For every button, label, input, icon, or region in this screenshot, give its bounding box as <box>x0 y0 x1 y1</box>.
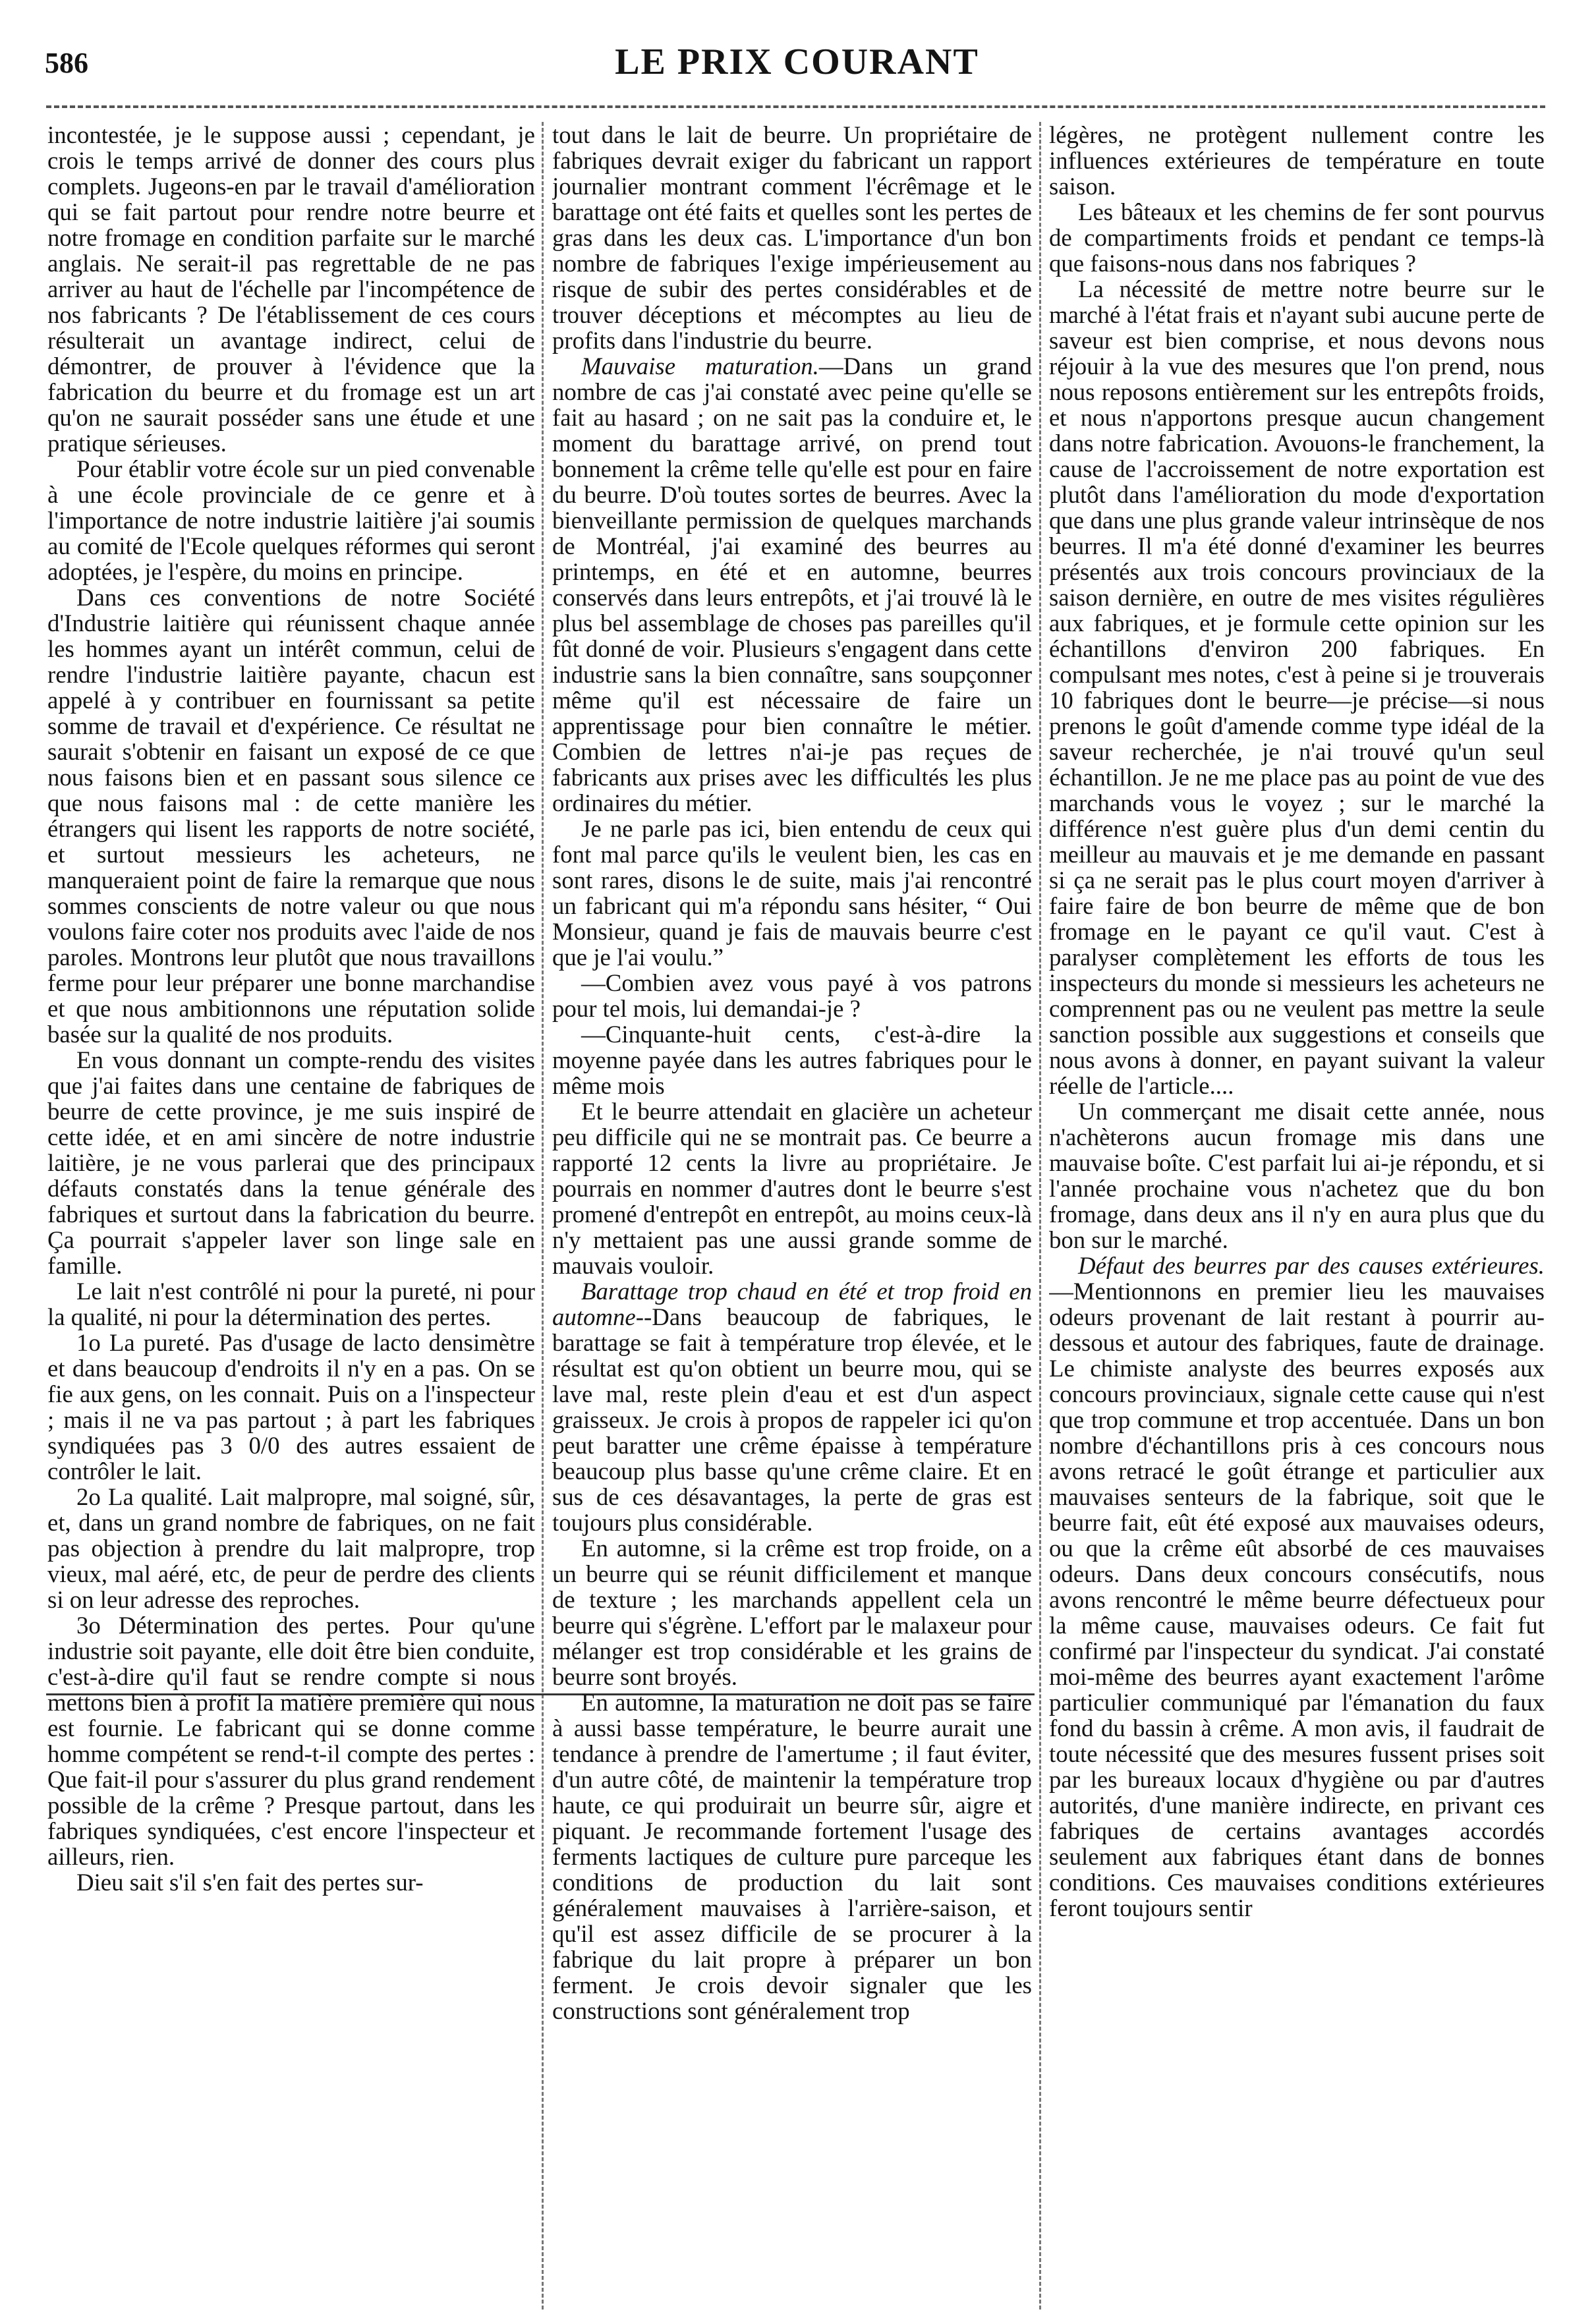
paragraph <box>47 1278 535 1330</box>
paragraph-text: En automne, si la crême est trop froide, on a un beurre qui se réunit difficilement et manque de texture ; les marchands appellent cela un beurre qui s'égrène. L'effort par le malaxeur pour mélanger est trop considérable et les grains de beurre sont broyés. <box>552 1535 1032 1690</box>
paragraph <box>1049 276 1545 1098</box>
paragraph <box>552 1535 1032 1689</box>
paragraph-text: En automne, la maturation ne doit pas se faire à aussi basse température, le beurre aurait une tendance à prendre de l'amertume ; il faut éviter, d'un autre côté, de maintenir la température trop haute, ce qui produirait un beurre sûr, aigre et piquant. Je recommande fortement l'usage des ferments lactiques de culture pure parceque les conditions de production du lait sont généralement mauvaises à l'arrière-saison, et qu'il est assez difficile de se procurer à la fabrique du lait propre à préparer un bon ferment. Je crois devoir signaler que les constructions sont généralement trop <box>552 1689 1032 2024</box>
paragraph <box>552 353 1032 816</box>
paragraph <box>47 122 535 456</box>
paragraph-text: incontestée, je le suppose aussi ; cependant, je crois le temps arrivé de donner des cours plus complets. Jugeons-en par le travail d'amélioration qui se fait partout pour rendre notre beurre et notre fromage en condition parfaite sur le marché anglais. Ne serait-il pas regrettable de ne pas arriver au haut de l'échelle par l'incompétence de nos fabricants ? De l'établissement de ces cours résulterait un avantage indirect, celui de démontrer, de prouver à l'évidence que la fabrication du beurre et du fromage est un art qu'on ne saurait posséder sans une étude et une pratique sérieuses. <box>47 122 535 457</box>
paragraph <box>1049 1098 1545 1253</box>
paragraph-text: En vous donnant un compte-rendu des visites que j'ai faites dans une centaine de fabriques de beurre de cette province, je me suis inspiré de cette idée, et en ami sincère de notre industrie laitière, je ne vous parlerai que des principaux défauts constatés dans la tenue générale des fabriques et surtout dans la fabrication du beurre. Ça pourrait s'appeler laver son linge sale en famille. <box>47 1046 535 1279</box>
paragraph-text: Un commerçant me disait cette année, nous n'achèterons aucun fromage mis dans une mauvaise boîte. C'est parfait lui ai-je répondu, et si l'année prochaine vous n'achetez que du bon fromage, dans deux ans il n'y en aura plus que du bon sur le marché. <box>1049 1098 1545 1253</box>
paragraph <box>552 970 1032 1021</box>
paragraph-text: —Cinquante-huit cents, c'est-à-dire la moyenne payée dans les autres fabriques pour le même mois <box>552 1021 1032 1099</box>
paragraph-text: —Mentionnons en premier lieu les mauvaises odeurs provenant de lait restant à pourrir au-dessous et autour des fabriques, faute de drainage. Le chimiste analyste des beurres exposés aux concours provinciaux, signale cette cause qui n'est que trop commune et trop accentuée. Dans un bon nombre d'échantillons pris à ces concours nous avons retracé le goût étrange et particulier aux mauvaises senteurs de la fabrique, soit que le beurre fait, eût été exposé aux mauvaises odeurs, ou que la crême eût absorbé de ces mauvaises odeurs. Dans deux concours consécutifs, nous avons rencontré le même beurre défectueux pour la même cause, mauvaises odeurs. Ce fait fut confirmé par l'inspecteur du syndicat. J'ai constaté moi-même des beurres ayant exactement l'arôme particulier communiqué par l'émanation du faux fond du bassin à crême. A mon avis, il faudrait de toute nécessité que des mesures fussent prises soit par les bureaux locaux d'hygiène ou par d'autres autorités, d'une manière indirecte, en privant ces fabriques de certains avantages accordés seulement aux fabriques étant dans de bonnes conditions. Ces mauvaises conditions extérieures feront toujours sentir <box>1049 1278 1545 1921</box>
paragraph <box>47 1330 535 1484</box>
text-column-3 <box>1049 122 1545 2310</box>
paragraph <box>552 1689 1032 2024</box>
paragraph-text: tout dans le lait de beurre. Un propriétaire de fabriques devrait exiger du fabricant un rapport journalier montrant comment l'écrêmage et le barattage ont été faits et quelles sont les pertes de gras dans les deux cas. L'importance d'un bon nombre de fabriques l'exige impérieusement au risque de subir des pertes considérables et de trouver déceptions et mécomptes au lieu de profits dans l'industrie du beurre. <box>552 122 1032 354</box>
paragraph <box>47 1484 535 1612</box>
paragraph-text: --Dans beaucoup de fabriques, le barattage se fait à température trop élevée, et le résultat est qu'on obtient un beurre mou, qui se lave mal, reste plein d'eau et est d'un aspect graisseux. Je crois à propos de rappeler ici qu'on peut baratter une crême épaisse à température beaucoup plus basse qu'une crême claire. Et en sus de ces désavantages, la perte de gras est toujours plus considérable. <box>552 1303 1032 1536</box>
paragraph <box>552 816 1032 970</box>
paragraph-text: Les bâteaux et les chemins de fer sont pourvus de compartiments froids et pendant ce temps-là que faisons-nous dans nos fabriques ? <box>1049 198 1545 277</box>
page-header <box>0 0 1594 99</box>
paragraph-text: Je ne parle pas ici, bien entendu de ceux qui font mal parce qu'ils le veulent bien, les cas en sont rares, disons le de suite, mais j'ai rencontré un fabricant qui m'a répondu sans hésiter, “ Oui Monsieur, quand je fais de mauvais beurre c'est que je l'ai voulu.” <box>552 815 1032 971</box>
paragraph-text: Le lait n'est contrôlé ni pour la pureté, ni pour la qualité, ni pour la détermination des pertes. <box>47 1278 535 1330</box>
paragraph <box>47 1047 535 1278</box>
section-heading: Défaut des beurres par des causes extérieures. <box>1078 1252 1545 1279</box>
paragraph-text: La nécessité de mettre notre beurre sur le marché à l'état frais et n'ayant subi aucune perte de saveur est bien comprise, et nous devons nous réjouir à la vue des mesures que l'on prend, nous nous reposons entièrement sur les entrepôts froids, et nous n'apportons presque aucun changement dans notre fabrication. Avouons-le franchement, la cause de l'accroissement de notre exportation est plutôt dans l'amélioration du mode d'exportation que dans une plus grande valeur intrinsèque de nos beurres. Il m'a été donné d'examiner les beurres présentés aux trois concours provinciaux de la saison dernière, en outre de mes visites régulières aux fabriques, et je formule cette opinion sur les échantillons d'environ 200 fabriques. En compulsant mes notes, c'est à peine si je trouverais 10 fabriques dont le beurre—je précise—si nous prenons le goût d'amende comme type idéal de la saveur recherchée, je n'ai trouvé qu'un seul échantillon. Je ne me place pas au point de vue des marchands vous le voyez ; sur le marché la différence n'est guère plus d'un demi centin du meilleur au mauvais et je me demande en passant si ça ne serait pas le plus court moyen d'arriver à faire faire de bon beurre de même que de bon fromage en le payant ce qu'il vaut. C'est à paralyser complètement les efforts de tous les inspecteurs du monde si messieurs les acheteurs ne comprennent pas ou ne veulent pas mettre la seule sanction possible aux suggestions et conseils que nous avons à donner, en payant suivant la valeur réelle de l'article.... <box>1049 275 1545 1099</box>
paragraph-text: —Dans un grand nombre de cas j'ai constaté avec peine qu'elle se fait au hasard ; on ne sait pas la conduire et, le moment du barattage arrivé, on prend tout bonnement la crême telle qu'elle est pour en faire du beurre. D'où toutes sortes de beurres. Avec la bienveillante permission de quelques marchands de Montréal, j'ai examiné des beurres au printemps, en été et en automne, beurres conservés dans leurs entrepôts, et j'ai trouvé là le plus bel assemblage de choses pas pareilles qu'il fût donné de voir. Plusieurs s'engagent dans cette industrie sans la bien connaître, sans soupçonner même qu'il est nécessaire de faire un apprentissage pour bien connaître le métier. Combien de lettres n'ai-je pas reçues de fabricants aux prises avec les difficultés les plus ordinaires du métier. <box>552 353 1032 816</box>
paragraph-text: Et le beurre attendait en glacière un acheteur peu difficile qui ne se montrait pas. Ce beurre a rapporté 12 cents la livre au propriétaire. Je pourrais en nommer d'autres dont le beurre s'est promené d'entrepôt en entrepôt, au moins ceux-là n'y mettaient pas une aussi grande somme de mauvais vouloir. <box>552 1098 1032 1279</box>
paragraph <box>1049 1253 1545 1921</box>
running-title: LE PRIX COURANT <box>615 42 979 82</box>
column-divider <box>542 122 544 2310</box>
section-heading: Barattage trop chaud en été et trop froid en automne <box>552 1278 1032 1330</box>
paragraph <box>552 1278 1032 1535</box>
paragraph-text: —Combien avez vous payé à vos patrons pour tel mois, lui demandai-je ? <box>552 969 1032 1022</box>
paragraph <box>47 1869 535 1895</box>
column-divider <box>1039 122 1041 2310</box>
paragraph-text: Pour établir votre école sur un pied convenable à une école provinciale de ce genre et à l'importance de notre industrie laitière j'ai soumis au comité de l'Ecole quelques réformes qui seront adoptées, je l'espère, du moins en principe. <box>47 455 535 585</box>
text-column-2 <box>552 122 1032 2310</box>
page-number: 586 <box>45 47 88 79</box>
paragraph <box>47 456 535 584</box>
paragraph-text: 2o La qualité. Lait malpropre, mal soigné, sûr, et, dans un grand nombre de fabriques, on ne fait pas objection à prendre du lait malpropre, trop vieux, mal aéré, etc, de peur de perdre des clients si on leur adresse des reproches. <box>47 1483 535 1613</box>
paragraph-text: légères, ne protègent nullement contre les influences extérieures de température en toute saison. <box>1049 122 1545 200</box>
paragraph-text: Dans ces conventions de notre Société d'Industrie laitière qui réunissent chaque année les hommes ayant un intérêt commun, celui de rendre l'industrie laitière payante, chacun est appelé à y contribuer en fournissant sa petite somme de travail et d'expérience. Ce résultat ne saurait s'obtenir en faisant un exposé de ce que nous faisons bien et en passant sous silence ce que nous faisons mal : de cette manière les étrangers qui lisent les rapports de notre société, et surtout messieurs les acheteurs, ne manqueraient point de faire la remarque que nous sommes conscients de notre valeur ou que nous voulons faire coter nos produits avec l'aide de nos paroles. Montrons leur plutôt que nous travaillons ferme pour leur préparer une bonne marchandise et que nous ambitionnons une réputation solide basée sur la qualité de nos produits. <box>47 584 535 1048</box>
paragraph <box>1049 199 1545 276</box>
paragraph <box>47 584 535 1047</box>
paragraph-text: 1o La pureté. Pas d'usage de lacto densimètre et dans beaucoup d'endroits il n'y en a pas. On se fie aux gens, on les connait. Puis on a l'inspecteur ; mais il ne va pas partout ; à part les fabriques syndiquées pas 3 0/0 des autres essaient de contrôler le lait. <box>47 1329 535 1485</box>
paragraph <box>552 1098 1032 1278</box>
section-heading: Mauvaise maturation. <box>581 353 819 380</box>
paragraph <box>47 1612 535 1869</box>
paragraph <box>552 1021 1032 1098</box>
paragraph-text: 3o Détermination des pertes. Pour qu'une industrie soit payante, elle doit être bien conduite, c'est-à-dire qu'il faut se rendre compte si nous mettons bien à profit la matière première qui nous est fournie. Le fabricant qui se donne comme homme compétent se rend-t-il compte des pertes : Que fait-il pour s'assurer du plus grand rendement possible de la crême ? Presque partout, dans les fabriques syndiquées, c'est encore l'inspecteur et ailleurs, rien. <box>47 1612 535 1870</box>
text-column-1 <box>47 122 535 2310</box>
paragraph <box>552 122 1032 353</box>
header-rule <box>46 105 1545 108</box>
paragraph-text: Dieu sait s'il s'en fait des pertes sur- <box>76 1869 424 1896</box>
paragraph <box>1049 122 1545 199</box>
